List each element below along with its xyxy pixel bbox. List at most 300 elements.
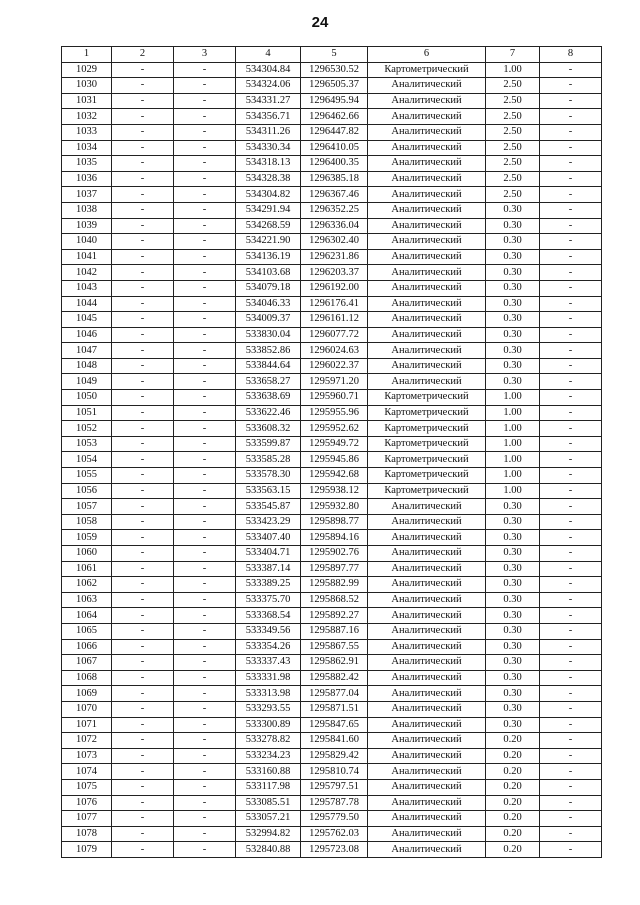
y-coordinate-cell: 1296352.25	[301, 202, 368, 218]
col2-cell: -	[112, 514, 174, 530]
col3-cell: -	[174, 343, 236, 359]
col8-cell: -	[540, 546, 602, 562]
col2-cell: -	[112, 764, 174, 780]
point-number-cell: 1069	[62, 686, 112, 702]
method-cell: Аналитический	[368, 561, 486, 577]
col8-cell: -	[540, 623, 602, 639]
x-coordinate-cell: 534356.71	[236, 109, 301, 125]
x-coordinate-cell: 534136.19	[236, 249, 301, 265]
col8-cell: -	[540, 701, 602, 717]
y-coordinate-cell: 1296495.94	[301, 93, 368, 109]
table-header-row	[62, 47, 602, 63]
accuracy-cell: 0.30	[486, 312, 540, 328]
col2-cell: -	[112, 421, 174, 437]
column-header-3: 3	[174, 47, 236, 63]
x-coordinate-cell: 533407.40	[236, 530, 301, 546]
col2-cell: -	[112, 62, 174, 78]
table-row	[62, 218, 602, 234]
col3-cell: -	[174, 265, 236, 281]
point-number-cell: 1030	[62, 78, 112, 94]
table-row	[62, 234, 602, 250]
point-number-cell: 1043	[62, 280, 112, 296]
table-row	[62, 93, 602, 109]
method-cell: Аналитический	[368, 608, 486, 624]
x-coordinate-cell: 534103.68	[236, 265, 301, 281]
col8-cell: -	[540, 78, 602, 94]
x-coordinate-cell: 534304.82	[236, 187, 301, 203]
col3-cell: -	[174, 405, 236, 421]
col8-cell: -	[540, 748, 602, 764]
col2-cell: -	[112, 577, 174, 593]
table-row	[62, 62, 602, 78]
y-coordinate-cell: 1296385.18	[301, 171, 368, 187]
col2-cell: -	[112, 811, 174, 827]
table-row	[62, 78, 602, 94]
point-number-cell: 1067	[62, 655, 112, 671]
x-coordinate-cell: 534330.34	[236, 140, 301, 156]
col3-cell: -	[174, 327, 236, 343]
y-coordinate-cell: 1295932.80	[301, 499, 368, 515]
col3-cell: -	[174, 764, 236, 780]
x-coordinate-cell: 533160.88	[236, 764, 301, 780]
method-cell: Аналитический	[368, 748, 486, 764]
accuracy-cell: 0.20	[486, 779, 540, 795]
y-coordinate-cell: 1296302.40	[301, 234, 368, 250]
coordinates-table	[61, 46, 602, 858]
point-number-cell: 1066	[62, 639, 112, 655]
accuracy-cell: 1.00	[486, 390, 540, 406]
x-coordinate-cell: 533423.29	[236, 514, 301, 530]
col2-cell: -	[112, 140, 174, 156]
y-coordinate-cell: 1295892.27	[301, 608, 368, 624]
table-row	[62, 842, 602, 858]
col3-cell: -	[174, 156, 236, 172]
x-coordinate-cell: 533085.51	[236, 795, 301, 811]
accuracy-cell: 0.20	[486, 764, 540, 780]
x-coordinate-cell: 533638.69	[236, 390, 301, 406]
col3-cell: -	[174, 202, 236, 218]
column-header-7: 7	[486, 47, 540, 63]
accuracy-cell: 0.30	[486, 701, 540, 717]
y-coordinate-cell: 1296336.04	[301, 218, 368, 234]
col2-cell: -	[112, 639, 174, 655]
x-coordinate-cell: 534318.13	[236, 156, 301, 172]
col3-cell: -	[174, 748, 236, 764]
point-number-cell: 1061	[62, 561, 112, 577]
accuracy-cell: 0.30	[486, 592, 540, 608]
col3-cell: -	[174, 78, 236, 94]
accuracy-cell: 1.00	[486, 421, 540, 437]
x-coordinate-cell: 533563.15	[236, 483, 301, 499]
y-coordinate-cell: 1295847.65	[301, 717, 368, 733]
table-row	[62, 171, 602, 187]
column-header-2: 2	[112, 47, 174, 63]
point-number-cell: 1046	[62, 327, 112, 343]
y-coordinate-cell: 1296192.00	[301, 280, 368, 296]
x-coordinate-cell: 534046.33	[236, 296, 301, 312]
y-coordinate-cell: 1295955.96	[301, 405, 368, 421]
col3-cell: -	[174, 701, 236, 717]
accuracy-cell: 0.20	[486, 842, 540, 858]
x-coordinate-cell: 534291.94	[236, 202, 301, 218]
method-cell: Картометрический	[368, 421, 486, 437]
col8-cell: -	[540, 499, 602, 515]
method-cell: Аналитический	[368, 795, 486, 811]
col2-cell: -	[112, 249, 174, 265]
x-coordinate-cell: 534304.84	[236, 62, 301, 78]
accuracy-cell: 0.30	[486, 639, 540, 655]
method-cell: Аналитический	[368, 358, 486, 374]
point-number-cell: 1073	[62, 748, 112, 764]
y-coordinate-cell: 1295949.72	[301, 436, 368, 452]
col2-cell: -	[112, 296, 174, 312]
col3-cell: -	[174, 670, 236, 686]
table-row	[62, 717, 602, 733]
point-number-cell: 1037	[62, 187, 112, 203]
table-row	[62, 343, 602, 359]
method-cell: Аналитический	[368, 655, 486, 671]
col3-cell: -	[174, 608, 236, 624]
table-row	[62, 249, 602, 265]
col8-cell: -	[540, 436, 602, 452]
column-header-1: 1	[62, 47, 112, 63]
col3-cell: -	[174, 592, 236, 608]
method-cell: Аналитический	[368, 312, 486, 328]
accuracy-cell: 2.50	[486, 93, 540, 109]
x-coordinate-cell: 533578.30	[236, 468, 301, 484]
col8-cell: -	[540, 686, 602, 702]
method-cell: Аналитический	[368, 546, 486, 562]
y-coordinate-cell: 1296022.37	[301, 358, 368, 374]
point-number-cell: 1064	[62, 608, 112, 624]
y-coordinate-cell: 1295797.51	[301, 779, 368, 795]
accuracy-cell: 0.30	[486, 280, 540, 296]
x-coordinate-cell: 534311.26	[236, 124, 301, 140]
col8-cell: -	[540, 811, 602, 827]
col8-cell: -	[540, 187, 602, 203]
method-cell: Аналитический	[368, 670, 486, 686]
point-number-cell: 1047	[62, 343, 112, 359]
method-cell: Аналитический	[368, 171, 486, 187]
y-coordinate-cell: 1295867.55	[301, 639, 368, 655]
col2-cell: -	[112, 592, 174, 608]
x-coordinate-cell: 534079.18	[236, 280, 301, 296]
y-coordinate-cell: 1296530.52	[301, 62, 368, 78]
column-header-5: 5	[301, 47, 368, 63]
col2-cell: -	[112, 390, 174, 406]
column-header-6: 6	[368, 47, 486, 63]
method-cell: Аналитический	[368, 623, 486, 639]
accuracy-cell: 0.30	[486, 670, 540, 686]
col3-cell: -	[174, 312, 236, 328]
accuracy-cell: 1.00	[486, 405, 540, 421]
method-cell: Аналитический	[368, 374, 486, 390]
y-coordinate-cell: 1295841.60	[301, 733, 368, 749]
y-coordinate-cell: 1295868.52	[301, 592, 368, 608]
col8-cell: -	[540, 733, 602, 749]
point-number-cell: 1074	[62, 764, 112, 780]
accuracy-cell: 0.30	[486, 234, 540, 250]
accuracy-cell: 1.00	[486, 483, 540, 499]
col3-cell: -	[174, 779, 236, 795]
table-row	[62, 514, 602, 530]
col2-cell: -	[112, 546, 174, 562]
method-cell: Аналитический	[368, 639, 486, 655]
col3-cell: -	[174, 249, 236, 265]
y-coordinate-cell: 1296410.05	[301, 140, 368, 156]
table-row	[62, 405, 602, 421]
col8-cell: -	[540, 124, 602, 140]
col3-cell: -	[174, 623, 236, 639]
x-coordinate-cell: 534331.27	[236, 93, 301, 109]
method-cell: Аналитический	[368, 701, 486, 717]
accuracy-cell: 0.30	[486, 249, 540, 265]
table-row	[62, 436, 602, 452]
point-number-cell: 1054	[62, 452, 112, 468]
col2-cell: -	[112, 327, 174, 343]
col8-cell: -	[540, 156, 602, 172]
point-number-cell: 1049	[62, 374, 112, 390]
y-coordinate-cell: 1295960.71	[301, 390, 368, 406]
table-row	[62, 779, 602, 795]
point-number-cell: 1058	[62, 514, 112, 530]
col2-cell: -	[112, 234, 174, 250]
table-row	[62, 639, 602, 655]
table-row	[62, 296, 602, 312]
point-number-cell: 1050	[62, 390, 112, 406]
col3-cell: -	[174, 514, 236, 530]
table-row	[62, 764, 602, 780]
x-coordinate-cell: 533368.54	[236, 608, 301, 624]
accuracy-cell: 0.30	[486, 265, 540, 281]
y-coordinate-cell: 1295902.76	[301, 546, 368, 562]
method-cell: Аналитический	[368, 187, 486, 203]
method-cell: Аналитический	[368, 249, 486, 265]
accuracy-cell: 1.00	[486, 436, 540, 452]
accuracy-cell: 1.00	[486, 62, 540, 78]
x-coordinate-cell: 533375.70	[236, 592, 301, 608]
x-coordinate-cell: 533337.43	[236, 655, 301, 671]
x-coordinate-cell: 533387.14	[236, 561, 301, 577]
method-cell: Аналитический	[368, 826, 486, 842]
table-row	[62, 202, 602, 218]
x-coordinate-cell: 533658.27	[236, 374, 301, 390]
col8-cell: -	[540, 171, 602, 187]
x-coordinate-cell: 533349.56	[236, 623, 301, 639]
table-row	[62, 124, 602, 140]
accuracy-cell: 2.50	[486, 109, 540, 125]
col2-cell: -	[112, 405, 174, 421]
accuracy-cell: 0.30	[486, 514, 540, 530]
point-number-cell: 1071	[62, 717, 112, 733]
method-cell: Картометрический	[368, 62, 486, 78]
x-coordinate-cell: 533389.25	[236, 577, 301, 593]
col8-cell: -	[540, 826, 602, 842]
col8-cell: -	[540, 280, 602, 296]
y-coordinate-cell: 1295882.99	[301, 577, 368, 593]
point-number-cell: 1038	[62, 202, 112, 218]
col8-cell: -	[540, 390, 602, 406]
y-coordinate-cell: 1295862.91	[301, 655, 368, 671]
point-number-cell: 1051	[62, 405, 112, 421]
table-row	[62, 421, 602, 437]
col3-cell: -	[174, 655, 236, 671]
col3-cell: -	[174, 483, 236, 499]
table-row	[62, 187, 602, 203]
point-number-cell: 1076	[62, 795, 112, 811]
point-number-cell: 1042	[62, 265, 112, 281]
point-number-cell: 1057	[62, 499, 112, 515]
method-cell: Аналитический	[368, 686, 486, 702]
accuracy-cell: 0.30	[486, 327, 540, 343]
col2-cell: -	[112, 779, 174, 795]
col2-cell: -	[112, 156, 174, 172]
x-coordinate-cell: 532840.88	[236, 842, 301, 858]
y-coordinate-cell: 1295887.16	[301, 623, 368, 639]
col3-cell: -	[174, 686, 236, 702]
table-row	[62, 483, 602, 499]
col8-cell: -	[540, 358, 602, 374]
method-cell: Аналитический	[368, 733, 486, 749]
table-row	[62, 499, 602, 515]
table-row	[62, 265, 602, 281]
x-coordinate-cell: 533585.28	[236, 452, 301, 468]
table-row	[62, 811, 602, 827]
col8-cell: -	[540, 655, 602, 671]
accuracy-cell: 0.30	[486, 561, 540, 577]
table-row	[62, 327, 602, 343]
table-body	[62, 62, 602, 857]
accuracy-cell: 2.50	[486, 140, 540, 156]
col8-cell: -	[540, 312, 602, 328]
method-cell: Аналитический	[368, 296, 486, 312]
col2-cell: -	[112, 499, 174, 515]
col3-cell: -	[174, 795, 236, 811]
col8-cell: -	[540, 842, 602, 858]
point-number-cell: 1063	[62, 592, 112, 608]
col2-cell: -	[112, 686, 174, 702]
table-row	[62, 623, 602, 639]
y-coordinate-cell: 1296400.35	[301, 156, 368, 172]
point-number-cell: 1062	[62, 577, 112, 593]
y-coordinate-cell: 1295762.03	[301, 826, 368, 842]
x-coordinate-cell: 534009.37	[236, 312, 301, 328]
y-coordinate-cell: 1295971.20	[301, 374, 368, 390]
y-coordinate-cell: 1296447.82	[301, 124, 368, 140]
method-cell: Аналитический	[368, 842, 486, 858]
table-row	[62, 561, 602, 577]
table-row	[62, 109, 602, 125]
method-cell: Аналитический	[368, 218, 486, 234]
table-row	[62, 452, 602, 468]
col2-cell: -	[112, 701, 174, 717]
method-cell: Аналитический	[368, 779, 486, 795]
col3-cell: -	[174, 811, 236, 827]
col2-cell: -	[112, 265, 174, 281]
col3-cell: -	[174, 62, 236, 78]
y-coordinate-cell: 1296505.37	[301, 78, 368, 94]
x-coordinate-cell: 533622.46	[236, 405, 301, 421]
col3-cell: -	[174, 717, 236, 733]
point-number-cell: 1034	[62, 140, 112, 156]
point-number-cell: 1035	[62, 156, 112, 172]
col8-cell: -	[540, 514, 602, 530]
col8-cell: -	[540, 577, 602, 593]
accuracy-cell: 0.20	[486, 748, 540, 764]
x-coordinate-cell: 533117.98	[236, 779, 301, 795]
col2-cell: -	[112, 733, 174, 749]
col8-cell: -	[540, 374, 602, 390]
col3-cell: -	[174, 468, 236, 484]
y-coordinate-cell: 1295829.42	[301, 748, 368, 764]
col2-cell: -	[112, 93, 174, 109]
point-number-cell: 1031	[62, 93, 112, 109]
y-coordinate-cell: 1295877.04	[301, 686, 368, 702]
col8-cell: -	[540, 327, 602, 343]
method-cell: Аналитический	[368, 156, 486, 172]
table-row	[62, 390, 602, 406]
x-coordinate-cell: 534324.06	[236, 78, 301, 94]
x-coordinate-cell: 533313.98	[236, 686, 301, 702]
accuracy-cell: 1.00	[486, 452, 540, 468]
accuracy-cell: 2.50	[486, 187, 540, 203]
col8-cell: -	[540, 452, 602, 468]
col3-cell: -	[174, 733, 236, 749]
point-number-cell: 1039	[62, 218, 112, 234]
page-number: 24	[311, 14, 329, 31]
x-coordinate-cell: 533844.64	[236, 358, 301, 374]
col2-cell: -	[112, 109, 174, 125]
y-coordinate-cell: 1295882.42	[301, 670, 368, 686]
accuracy-cell: 2.50	[486, 156, 540, 172]
accuracy-cell: 0.30	[486, 655, 540, 671]
table-row	[62, 312, 602, 328]
point-number-cell: 1056	[62, 483, 112, 499]
y-coordinate-cell: 1295945.86	[301, 452, 368, 468]
col3-cell: -	[174, 140, 236, 156]
accuracy-cell: 0.30	[486, 343, 540, 359]
accuracy-cell: 0.30	[486, 717, 540, 733]
x-coordinate-cell: 533234.23	[236, 748, 301, 764]
table-row	[62, 577, 602, 593]
x-coordinate-cell: 534268.59	[236, 218, 301, 234]
y-coordinate-cell: 1295787.78	[301, 795, 368, 811]
method-cell: Аналитический	[368, 234, 486, 250]
table-row	[62, 748, 602, 764]
y-coordinate-cell: 1296367.46	[301, 187, 368, 203]
col3-cell: -	[174, 218, 236, 234]
col3-cell: -	[174, 826, 236, 842]
col8-cell: -	[540, 608, 602, 624]
x-coordinate-cell: 533293.55	[236, 701, 301, 717]
table-row	[62, 140, 602, 156]
col2-cell: -	[112, 530, 174, 546]
y-coordinate-cell: 1295723.08	[301, 842, 368, 858]
col2-cell: -	[112, 623, 174, 639]
col8-cell: -	[540, 296, 602, 312]
accuracy-cell: 0.30	[486, 218, 540, 234]
method-cell: Аналитический	[368, 93, 486, 109]
column-header-8: 8	[540, 47, 602, 63]
method-cell: Аналитический	[368, 530, 486, 546]
table-row	[62, 530, 602, 546]
y-coordinate-cell: 1296231.86	[301, 249, 368, 265]
col2-cell: -	[112, 202, 174, 218]
col8-cell: -	[540, 639, 602, 655]
col2-cell: -	[112, 343, 174, 359]
col8-cell: -	[540, 670, 602, 686]
x-coordinate-cell: 533057.21	[236, 811, 301, 827]
